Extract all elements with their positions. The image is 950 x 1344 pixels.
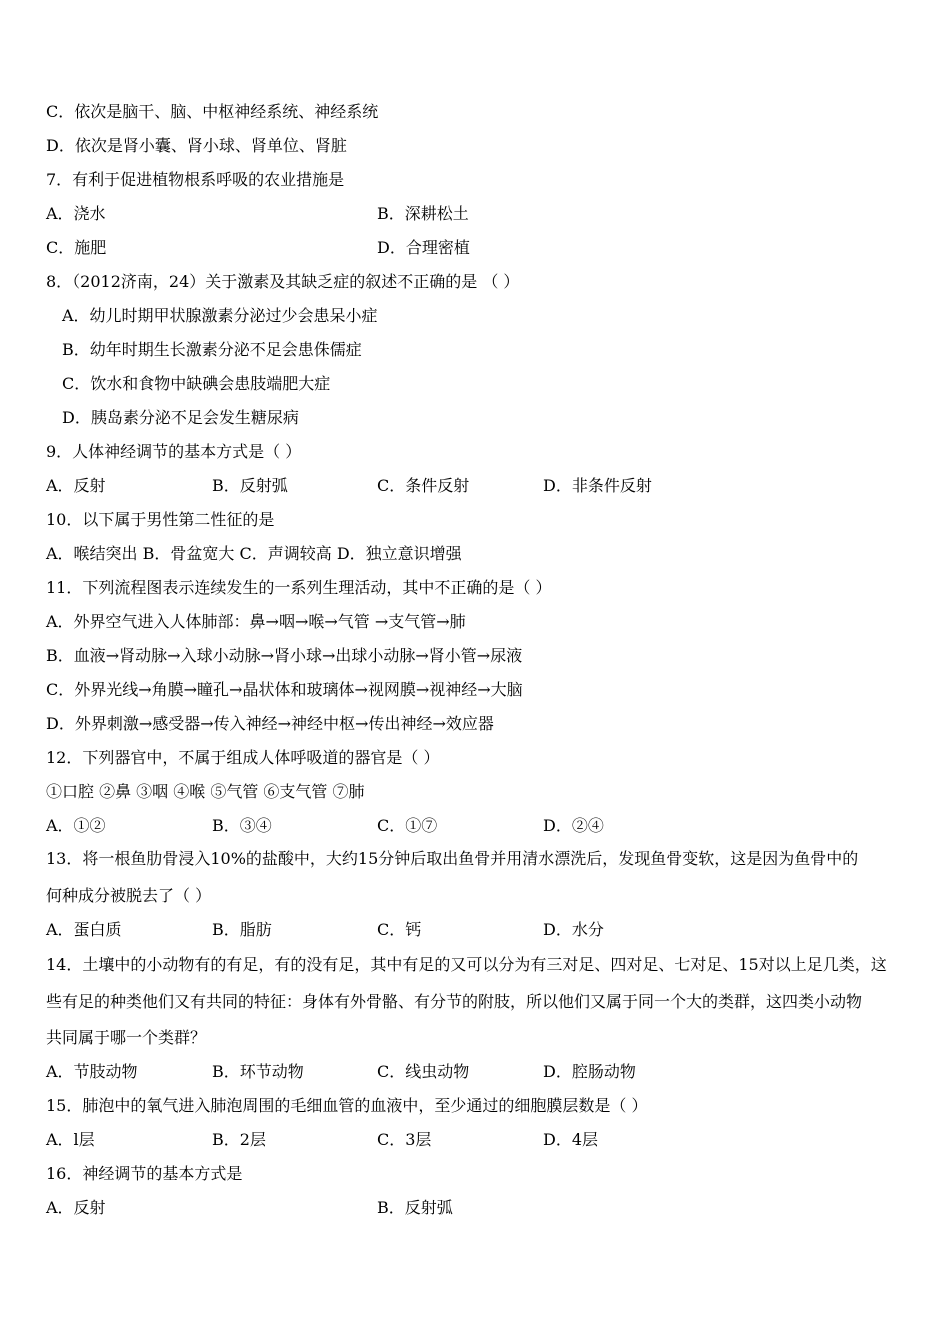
q14-option-d: D．腔肠动物 — [543, 1062, 636, 1081]
question-16: 16．神经调节的基本方式是 — [46, 1164, 243, 1183]
q9-option-b: B．反射弧 — [212, 476, 288, 495]
q14-option-b: B．环节动物 — [212, 1062, 304, 1081]
question-15: 15．肺泡中的氧气进入肺泡周围的毛细血管的血液中，至少通过的细胞膜层数是（ ） — [46, 1096, 648, 1115]
q13-option-c: C．钙 — [377, 920, 422, 939]
question-12: 12．下列器官中，不属于组成人体呼吸道的器官是（ ） — [46, 748, 440, 767]
q13-option-a: A．蛋白质 — [46, 920, 122, 939]
question-11: 11．下列流程图表示连续发生的一系列生理活动，其中不正确的是（ ） — [46, 578, 552, 597]
q9-option-d: D．非条件反射 — [543, 476, 652, 495]
q11-option-b: B．血液→肾动脉→入球小动脉→肾小球→出球小动脉→肾小管→尿液 — [46, 646, 523, 665]
q10-options: A．喉结突出 B．骨盆宽大 C．声调较高 D．独立意识增强 — [46, 544, 462, 563]
q7-option-b: B．深耕松土 — [377, 204, 469, 223]
q11-option-d: D．外界刺激→感受器→传入神经→神经中枢→传出神经→效应器 — [46, 714, 494, 733]
q12-organ-list: ①口腔 ②鼻 ③咽 ④喉 ⑤气管 ⑥支气管 ⑦肺 — [46, 782, 365, 801]
q13-option-b: B．脂肪 — [212, 920, 272, 939]
question-14-line-2: 些有足的种类他们又有共同的特征：身体有外骨骼、有分节的附肢，所以他们又属于同一个大的类群，这四类小动物 — [46, 992, 863, 1011]
q7-option-d: D．合理密植 — [377, 238, 470, 257]
question-13-line-2: 何种成分被脱去了（ ） — [46, 886, 212, 905]
q15-option-c: C．3层 — [377, 1130, 432, 1149]
q8-option-d: D．胰岛素分泌不足会发生糖尿病 — [62, 408, 299, 427]
q11-option-c: C．外界光线→角膜→瞳孔→晶状体和玻璃体→视网膜→视神经→大脑 — [46, 680, 523, 699]
q16-option-a: A．反射 — [46, 1198, 106, 1217]
q12-option-a: A．①② — [46, 816, 106, 835]
q13-option-d: D．水分 — [543, 920, 604, 939]
q8-option-b: B．幼年时期生长激素分泌不足会患侏儒症 — [62, 340, 362, 359]
q7-option-c: C．施肥 — [46, 238, 107, 257]
q8-option-a: A．幼儿时期甲状腺激素分泌过少会患呆小症 — [62, 306, 378, 325]
q15-option-a: A．l层 — [46, 1130, 95, 1149]
q14-option-a: A．节肢动物 — [46, 1062, 138, 1081]
q6-option-c: C．依次是脑干、脑、中枢神经系统、神经系统 — [46, 102, 379, 121]
q9-option-c: C．条件反射 — [377, 476, 470, 495]
q15-option-b: B．2层 — [212, 1130, 266, 1149]
q8-option-c: C．饮水和食物中缺碘会患肢端肥大症 — [62, 374, 331, 393]
question-8: 8．（2012济南，24）关于激素及其缺乏症的叙述不正确的是 （ ） — [46, 272, 520, 291]
q15-option-d: D．4层 — [543, 1130, 599, 1149]
question-13-line-1: 13．将一根鱼肋骨浸入10%的盐酸中，大约15分钟后取出鱼骨并用清水漂洗后，发现鱼骨变软，这是因为鱼骨中的 — [46, 849, 859, 868]
question-14-line-3: 共同属于哪一个类群？ — [46, 1028, 207, 1047]
q12-option-d: D．②④ — [543, 816, 604, 835]
question-9: 9．人体神经调节的基本方式是（ ） — [46, 442, 302, 461]
question-14-line-1: 14．土壤中的小动物有的有足，有的没有足，其中有足的又可以分为有三对足、四对足、七对足、15对以上足几类，这 — [46, 955, 887, 974]
q7-option-a: A．浇水 — [46, 204, 106, 223]
q9-option-a: A．反射 — [46, 476, 106, 495]
q16-option-b: B．反射弧 — [377, 1198, 453, 1217]
q12-option-c: C．①⑦ — [377, 816, 438, 835]
question-10: 10．以下属于男性第二性征的是 — [46, 510, 275, 529]
q14-option-c: C．线虫动物 — [377, 1062, 470, 1081]
q12-option-b: B．③④ — [212, 816, 272, 835]
question-7: 7．有利于促进植物根系呼吸的农业措施是 — [46, 170, 345, 189]
q6-option-d: D．依次是肾小囊、肾小球、肾单位、肾脏 — [46, 136, 347, 155]
q11-option-a: A．外界空气进入人体肺部：鼻→咽→喉→气管 →支气管→肺 — [46, 612, 466, 631]
